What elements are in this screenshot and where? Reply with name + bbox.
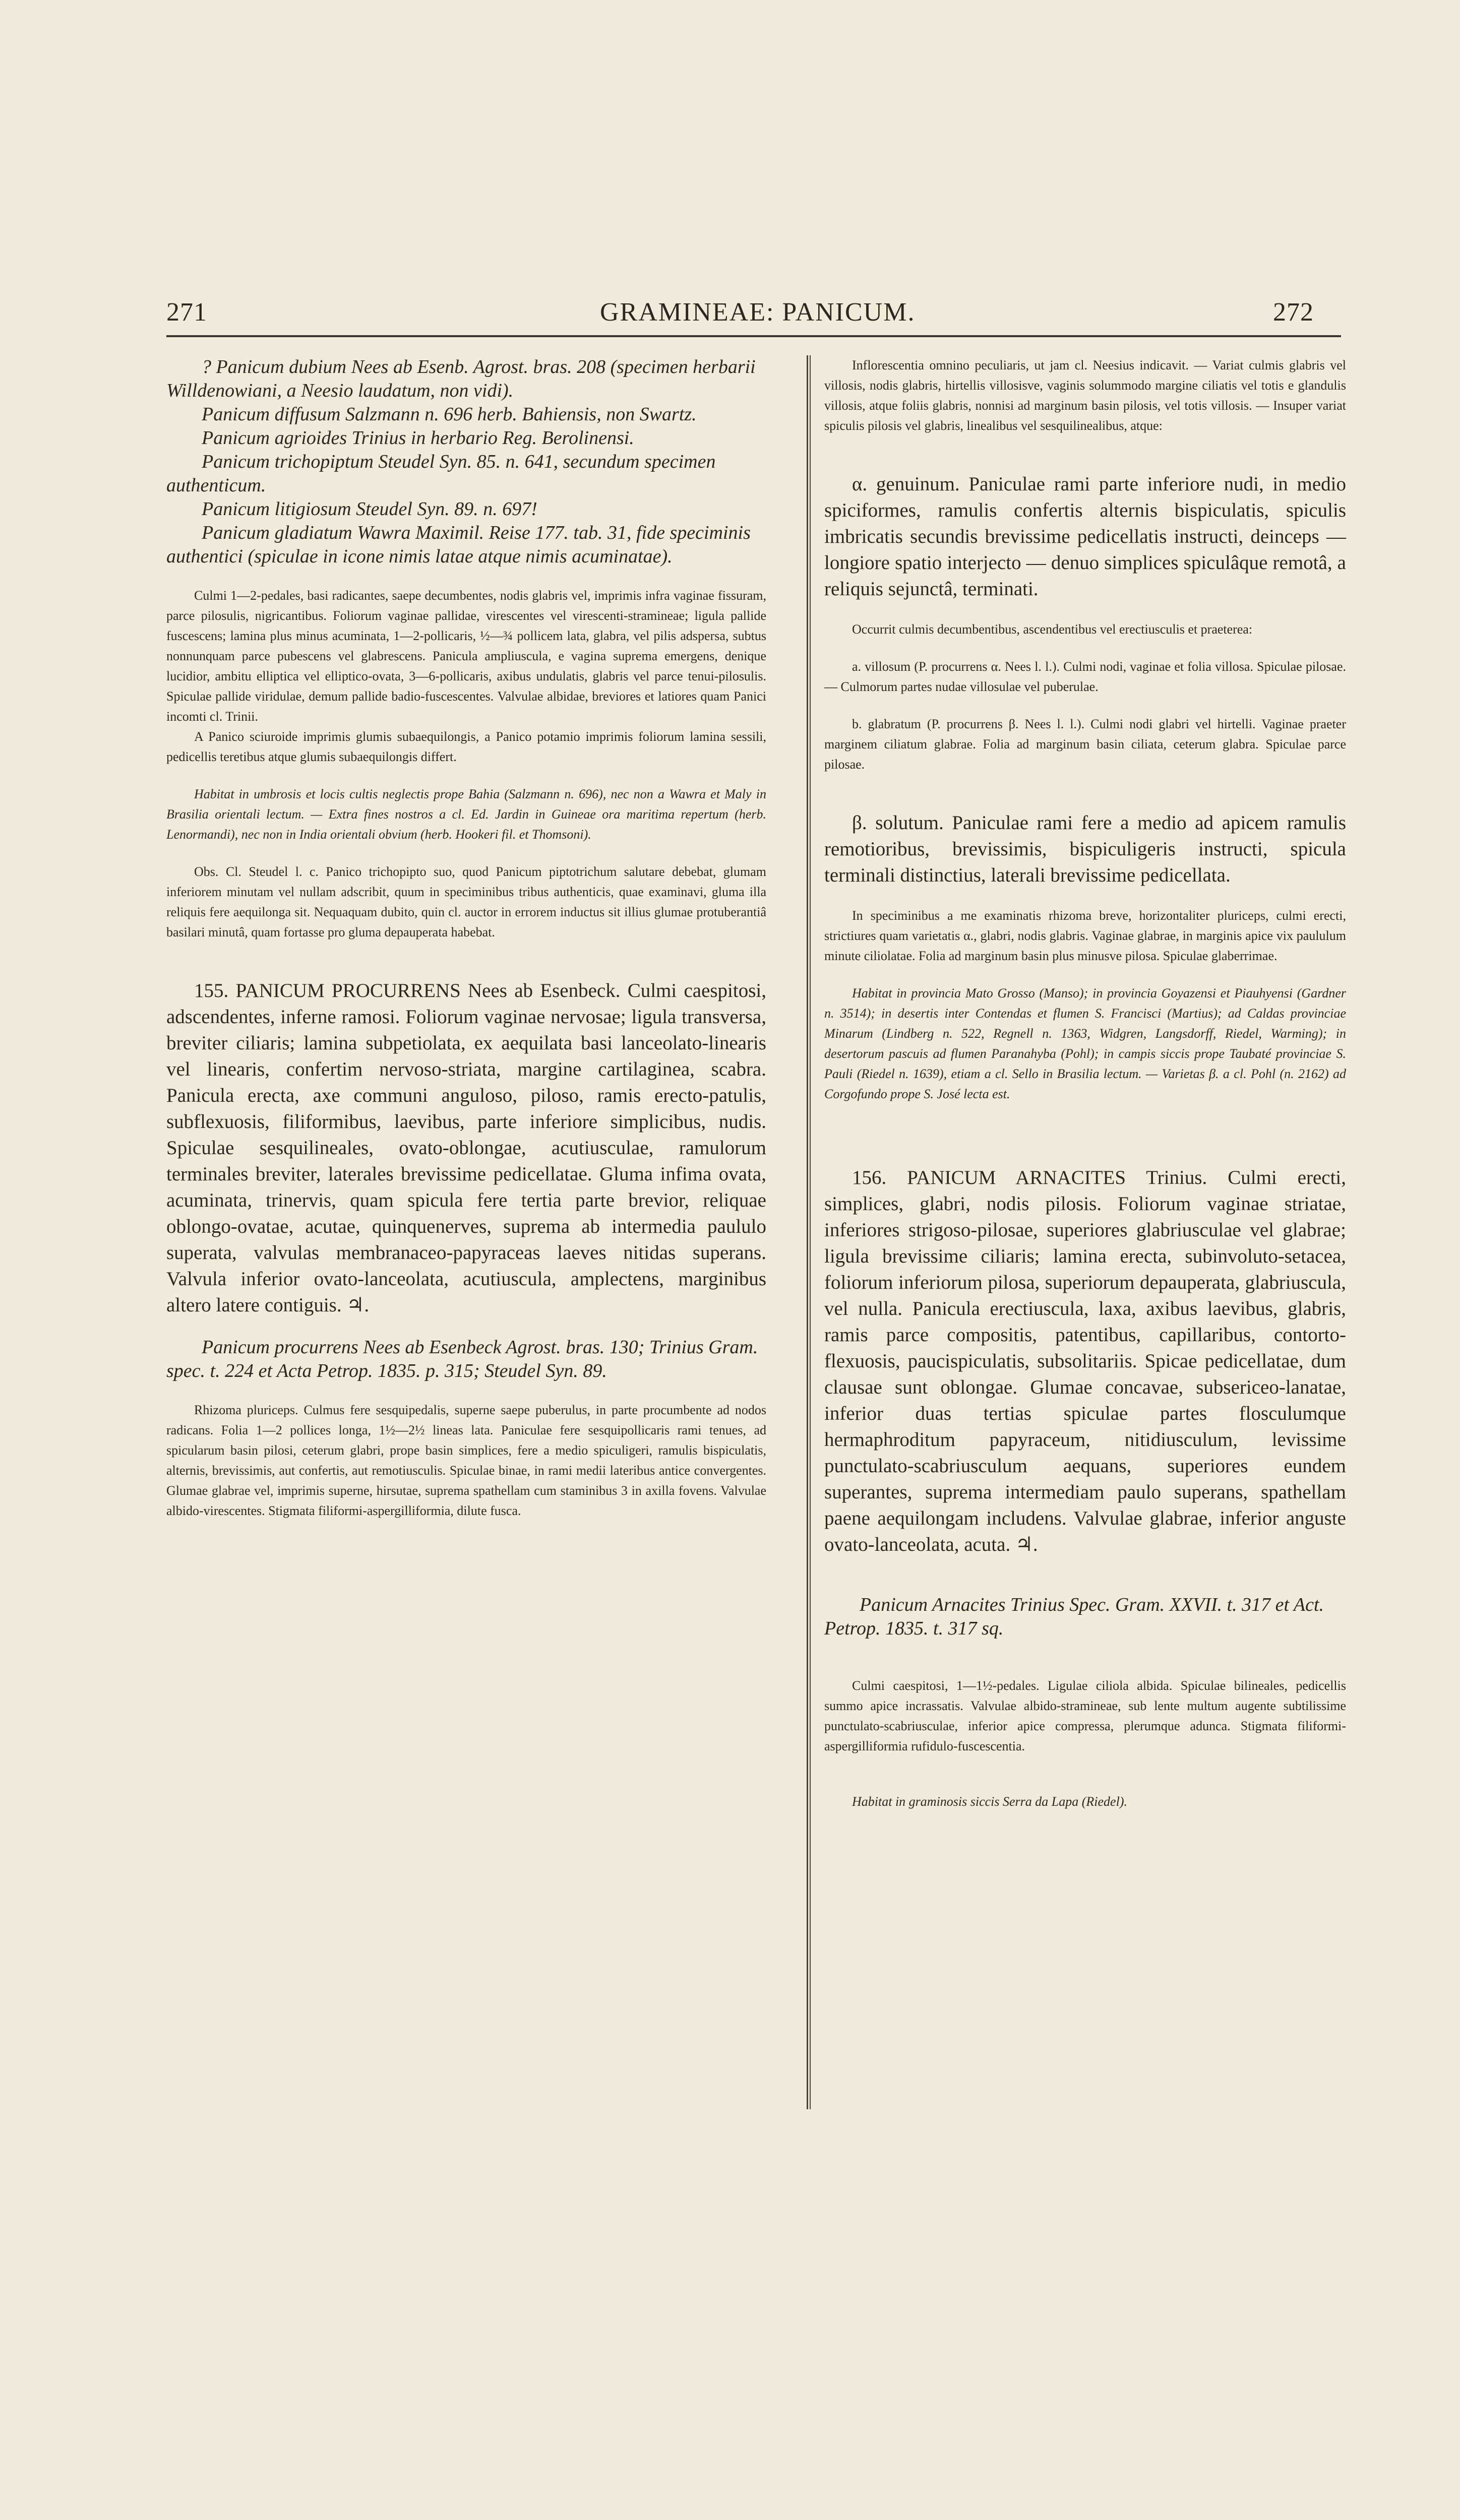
- species-156-references: Panicum Arnacites Trinius Spec. Gram. XXVII. t. 317 et Act. Petrop. 1835. t. 317 sq.: [824, 1594, 1324, 1639]
- page-number-left: 271: [166, 298, 207, 327]
- synonym-entry: Panicum litigiosum Steudel Syn. 89. n. 697!: [202, 498, 537, 520]
- synonym-entry: Panicum agrioides Trinius in herbario Reg. Berolinensi.: [202, 427, 634, 449]
- variety-beta-details: In speciminibus a me examinatis rhizoma breve, horizontaliter pluriceps, culmi erecti, strictiures quam varietatis α., glabri, nodis glabris. Vaginae glabrae, in marginis apice vix paululum minute ciliolatae. Folia ad marginum basin plus minusve pilosa. Spiculae glaberrimae.: [824, 908, 1346, 963]
- page-number-right: 272: [1273, 298, 1314, 327]
- variety-beta: β. solutum. Paniculae rami fere a medio ad apicem ramulis remotioribus, brevissimis, bispiculigeris instructi, spicula terminali distinctius, laterali brevissime pedicellata.: [824, 812, 1346, 886]
- species-156-habitat: Habitat in graminosis siccis Serra da Lapa (Riedel).: [852, 1794, 1127, 1809]
- habitat-paragraph-right: Habitat in provincia Mato Grosso (Manso); in provincia Goyazensi et Piauhyensi (Gardner n. 3514); in desertis inter Contendas et flumen S. Francisci (Martius); ad Caldas provinciae Minarum (Lindberg n. 522, Regnell n. 1363, Widgren, Langsdorff, Riedel, Warming); in desertorum pascuis ad flumen Paranahyba (Pohl); in campis siccis prope Taubaté provinciae S. Pauli (Riedel n. 1639), etiam a cl. Sello in Brasilia lectum. — Varietas β. a cl. Pohl (n. 2162) ad Corgofundo prope S. José lecta est.: [824, 986, 1346, 1101]
- species-155-references: Panicum procurrens Nees ab Esenbeck Agrost. bras. 130; Trinius Gram. spec. t. 224 et Acta Petrop. 1835. p. 315; Steudel Syn. 89.: [166, 1337, 758, 1381]
- observation-paragraph: Obs. Cl. Steudel l. c. Panico trichopipto suo, quod Panicum piptotrichum salutare debebat, glumam inferiorem minutam vel nullam adscribit, quum in speciminibus tribus authenticis, quae examinavi, gluma illa reliquis fere aequilonga sit. Nequaquam dubito, quin cl. auctor in errorem inductus sit illius glumae protuberantiâ basilari minutâ, quam fortasse pro gluma depauperata habebat.: [166, 864, 766, 939]
- header-rule: [166, 335, 1341, 337]
- subvariety-a: a. villosum (P. procurrens α. Nees l. l.). Culmi nodi, vaginae et folia villosa. Spiculae pilosae. — Culmorum partes nudae villosulae vel puberulae.: [824, 659, 1346, 694]
- synonym-entry: ? Panicum dubium Nees ab Esenb. Agrost. bras. 208 (specimen herbarii Willdenowiani, a Neesio laudatum, non vidi).: [166, 356, 756, 401]
- column-divider: [807, 355, 808, 2109]
- inflorescence-paragraph: Inflorescentia omnino peculiaris, ut jam cl. Neesius indicavit. — Variat culmis glabris vel villosis, nodis glabris, hirtellis villosisve, vaginis solummodo margine ciliatis vel totis e glandulis villosis, atque foliis glabris, nonnisi ad marginum basin pilosis, vel totis villosis. — Insuper variat spiculis pilosis vel glabris, linealibus vel sesquilinealibus, atque:: [824, 358, 1346, 433]
- synonym-entry: Panicum trichopiptum Steudel Syn. 85. n. 641, secundum specimen authenticum.: [166, 451, 716, 496]
- column-divider-second: [810, 355, 811, 2109]
- synonym-entry: Panicum diffusum Salzmann n. 696 herb. Bahiensis, non Swartz.: [202, 404, 697, 425]
- running-title: GRAMINEAE: PANICUM.: [600, 298, 916, 327]
- description-paragraph: Culmi 1—2-pedales, basi radicantes, saepe decumbentes, nodis glabris vel, imprimis infra vaginae fissuram, parce pilosulis, nigricantibus. Foliorum vaginae pallidae, virescentes vel virescenti-stramineae; ligula pallide fuscescens; lamina plus minus acuminata, 1—2-pollicaris, ½—¾ pollicem lata, glabra, vel pilis adspersa, subtus nonnunquam parce pubescens vel glabrescens. Panicula ampliuscula, e vagina suprema emergens, denique lucidior, ambitu elliptica vel elliptico-ovata, 3—6-pollicaris, axibus undulatis, glabris vel parce tenui-pilosulis. Spiculae pallide viridulae, demum pallide badio-fuscescentes. Valvulae albidae, breviores et latiores quam Panici incomti cl. Trinii.: [166, 588, 766, 724]
- species-155-description: 155. PANICUM PROCURRENS Nees ab Esenbeck. Culmi caespitosi, adscendentes, inferne ramosi. Foliorum vaginae nervosae; ligula transversa, breviter ciliaris; lamina subpetiolata, ex aequilata basi lanceolato-linearis vel linearis, confertim nervoso-striata, margine cartilaginea, scabra. Panicula erecta, axe communi anguloso, piloso, ramis erecto-patulis, subflexuosis, filiformibus, laevibus, parte inferiore simplicibus, nudis. Spiculae sesquilineales, ovato-oblongae, acutiusculae, ramulorum terminales breviter, laterales brevissime pedicellatae. Gluma infima ovata, acuminata, trinervis, quam spicula fere tertia parte brevior, reliquae oblongo-ovatae, acutae, quinquenerves, suprema ab intermedia paululo superata, valvulas membranaceo-papyraceas laeves nitidas superans. Valvula inferior ovato-lanceolata, acutiuscula, amplectens, marginibus altero latere contiguis. ♃.: [166, 980, 766, 1316]
- species-155-details: Rhizoma pluriceps. Culmus fere sesquipedalis, superne saepe puberulus, in parte procumbente ad nodos radicans. Folia 1—2 pollices longa, 1½—2½ lineas lata. Paniculae fere sesquipollicaris rami tenues, ad spicularum basin pilosi, ceterum glabri, prope basin simplices, fere a medio spiculigeri, ramulis bispiculatis, alternis, brevissimis, aut confertis, aut remotiusculis. Spiculae binae, in rami medii lateribus antice convergentes. Glumae glabrae vel, imprimis superne, hirsutae, suprema spathellam cum staminibus 3 in axilla fovens. Valvulae albido-virescentes. Stigmata filiformi-aspergilliformia, dilute fusca.: [166, 1403, 766, 1518]
- occurrence-paragraph: Occurrit culmis decumbentibus, ascendentibus vel erectiusculis et praeterea:: [852, 622, 1253, 637]
- left-column: [166, 355, 766, 1521]
- synonym-entry: Panicum gladiatum Wawra Maximil. Reise 177. tab. 31, fide speciminis authentici (spiculae in icone nimis latae atque nimis acuminatae).: [166, 522, 751, 567]
- species-156-details: Culmi caespitosi, 1—1½-pedales. Ligulae ciliola albida. Spiculae bilineales, pedicellis summo apice incrassatis. Valvulae albido-stramineae, sub lente multum augente subtilissime punctulato-scabriusculae, inferior apice compressa, plerumque adunca. Stigmata filiformi-aspergilliformia rufidulo-fuscescentia.: [824, 1678, 1346, 1753]
- comparison-paragraph: A Panico sciuroide imprimis glumis subaequilongis, a Panico potamio imprimis foliorum lamina sessili, pedicellis teretibus atque glumis subaequilongis differt.: [166, 729, 766, 764]
- right-column: [824, 355, 1346, 1812]
- species-156-description: 156. PANICUM ARNACITES Trinius. Culmi erecti, simplices, glabri, nodis pilosis. Foliorum vaginae striatae, inferiores strigoso-pilosae, superiores glabriusculae vel glabrae; ligula brevissime ciliaris; lamina erecta, subinvoluto-setacea, foliorum inferiorum pilosa, superiorum depauperata, glabriuscula, vel nulla. Panicula erectiuscula, laxa, axibus laevibus, glabris, ramis parce compositis, patentibus, capillaribus, contorto-flexuosis, paucispiculatis, subsolitariis. Spicae pedicellatae, dum clausae sunt oblongae. Glumae concavae, subsericeo-lanatae, inferior duas tertias spiculae partes flosculumque hermaphroditum papyraceum, nitidiusculum, levissime punctulato-scabriusculum aequans, superiores eundem superantes, suprema intermediam paulo superans, spathellam paene aequilongam includens. Valvulae glabrae, inferior anguste ovato-lanceolata, acuta. ♃.: [824, 1167, 1346, 1555]
- variety-alpha: α. genuinum. Paniculae rami parte inferiore nudi, in medio spiciformes, ramulis confertis alternis bispiculatis, spiculis imbricatis secundis brevissime pedicellatis instructi, deinceps — longiore spatio interjecto — denuo simplices spiculâque remotâ, a reliquis sejunctâ, terminati.: [824, 473, 1346, 600]
- synonym-list: [166, 355, 766, 569]
- habitat-paragraph: Habitat in umbrosis et locis cultis neglectis prope Bahia (Salzmann n. 696), nec non a Wawra et Maly in Brasilia orientali lectum. — Extra fines nostros a cl. Ed. Jardin in Guineae ora maritima repertum (herb. Lenormandi), nec non in India orientali obvium (herb. Hookeri fil. et Thomsoni).: [166, 787, 766, 842]
- subvariety-b: b. glabratum (P. procurrens β. Nees l. l.). Culmi nodi glabri vel hirtelli. Vaginae praeter marginem ciliatum glabrae. Folia ad marginum basin ciliata, ceterum glabra. Spiculae parce pilosae.: [824, 717, 1346, 772]
